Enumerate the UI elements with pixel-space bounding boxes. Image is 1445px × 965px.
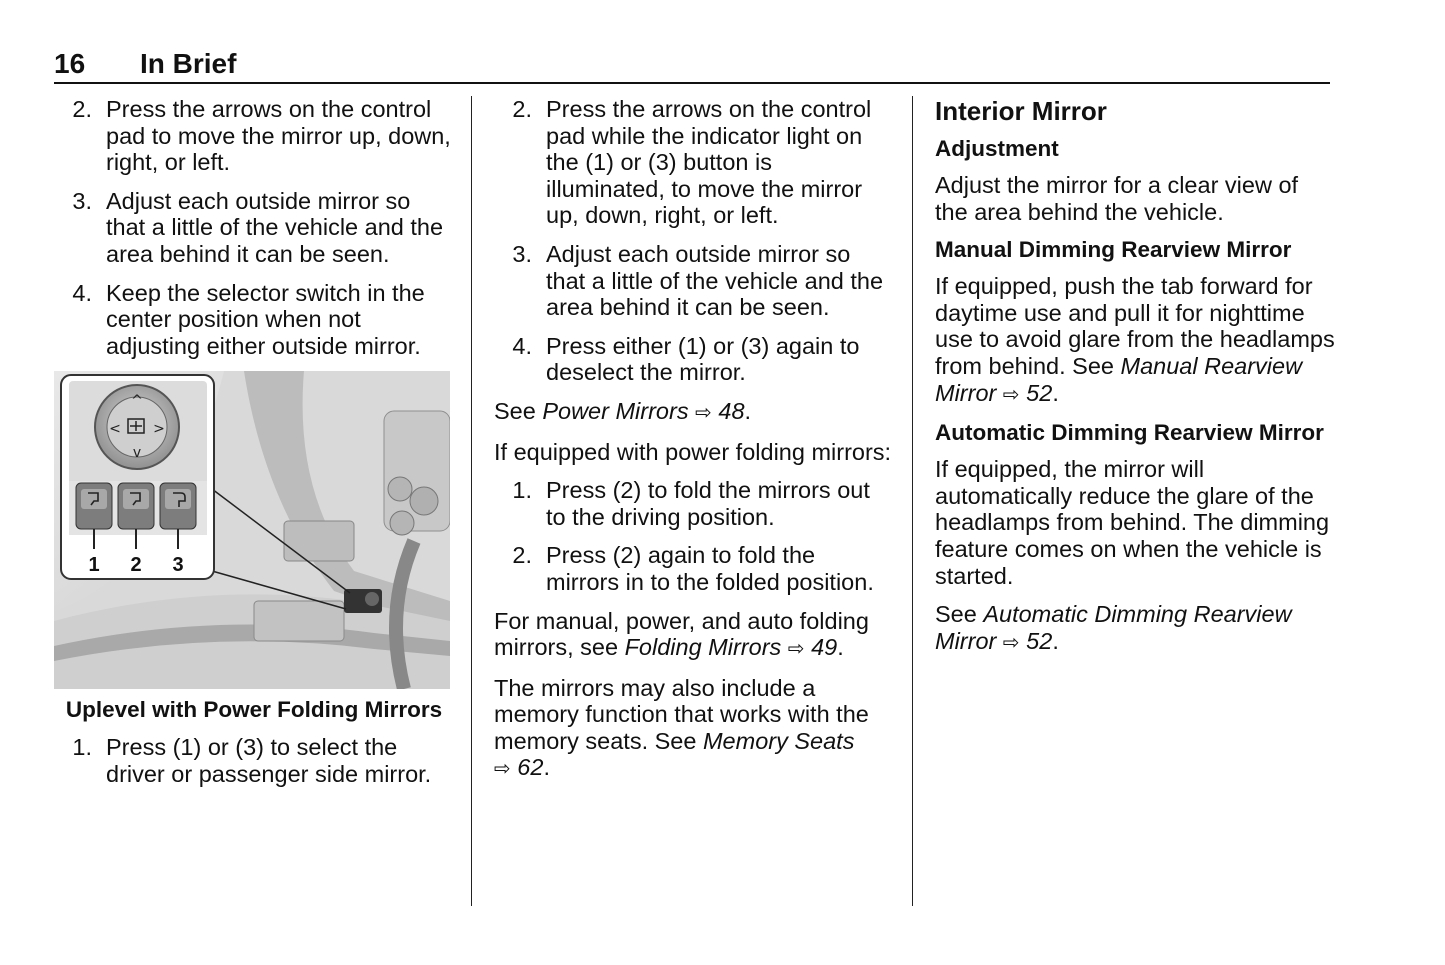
page-number: 16 — [54, 48, 86, 79]
manual-dimming-heading: Manual Dimming Rearview Mirror — [935, 237, 1292, 263]
mirror-control-illustration — [54, 371, 450, 689]
memory-paragraph: The mirrors may also include a memory function that works with the memory seats. See Memory Seats ⇨ 62. — [494, 674, 869, 781]
page-ref-arrow-icon: ⇨ — [1002, 631, 1020, 654]
list-item: 4. Press either (1) or (3) again to deselect the mirror. — [512, 332, 860, 386]
list-item: 3. Adjust each outside mirror so that a little of the vehicle and the area behind it can be seen. — [512, 240, 884, 321]
callout-label-3: 3 — [172, 554, 184, 577]
see-power-mirrors: See Power Mirrors ⇨ 48. — [494, 397, 752, 424]
figure-caption: Uplevel with Power Folding Mirrors — [65, 697, 443, 723]
auto-dimming-text: If equipped, the mirror will automatically reduce the glare of the headlamps from behind. The dimming feature comes on when the vehicle is started. — [935, 456, 1330, 589]
folding-mirrors-link[interactable]: Folding Mirrors — [624, 634, 782, 661]
auto-dimming-mirror-link[interactable]: Automatic Dimming Rearview Mirror — [935, 601, 1292, 654]
auto-dimming-see: See Automatic Dimming Rearview Mirror ⇨ 52. — [935, 601, 1292, 654]
svg-text:>: > — [153, 421, 165, 438]
svg-text:<: < — [109, 421, 121, 438]
column-divider-1 — [471, 96, 472, 906]
column-divider-2 — [912, 96, 913, 906]
list-item: 1. Press (1) or (3) to select the driver or passenger side mirror. — [72, 734, 432, 787]
column-2 — [494, 96, 894, 795]
auto-dimming-heading: Automatic Dimming Rearview Mirror — [935, 420, 1324, 446]
list-item: 2. Press (2) again to fold the mirrors in to the folded position. — [512, 542, 874, 595]
page-ref-arrow-icon: ⇨ — [787, 638, 805, 661]
interior-mirror-heading: Interior Mirror — [935, 96, 1107, 126]
section-title: In Brief — [140, 48, 237, 79]
folding-mirrors-paragraph: For manual, power, and auto folding mirrors, see Folding Mirrors ⇨ 49. — [494, 607, 869, 661]
list-item: 1. Press (2) to fold the mirrors out to the driving position. — [512, 477, 870, 530]
power-mirrors-link[interactable]: Power Mirrors — [542, 397, 689, 424]
page-ref-arrow-icon: ⇨ — [1002, 383, 1020, 406]
folding-intro: If equipped with power folding mirrors: — [494, 438, 892, 465]
adjustment-heading: Adjustment — [935, 136, 1059, 161]
adjustment-text: Adjust the mirror for a clear view of the area behind the vehicle. — [935, 172, 1299, 225]
callout-label-1: 1 — [88, 554, 100, 577]
page-header — [54, 46, 1330, 84]
page-ref-arrow-icon: ⇨ — [494, 758, 511, 781]
list-item: 3. Adjust each outside mirror so that a little of the vehicle and the area behind it can be seen. — [72, 187, 444, 267]
column-3 — [935, 96, 1335, 668]
manual-rearview-mirror-link[interactable]: Manual Rearview Mirror — [935, 352, 1303, 406]
callout-label-2: 2 — [130, 554, 142, 577]
svg-text:v: v — [132, 445, 142, 462]
list-item: 4. Keep the selector switch in the center position when not adjusting either outside mirror. — [72, 279, 425, 359]
page-ref-arrow-icon: ⇨ — [695, 401, 712, 424]
svg-text:^: ^ — [131, 393, 143, 410]
list-item: 2. Press the arrows on the control pad while the indicator light on the (1) or (3) button is illuminated, to move the mirror up, down, right, or left. — [512, 96, 872, 229]
list-item: 2. Press the arrows on the control pad to move the mirror up, down, right, or left. — [72, 96, 451, 176]
memory-seats-link[interactable]: Memory Seats — [702, 727, 855, 754]
column-1 — [54, 96, 454, 800]
manual-dimming-text: If equipped, push the tab forward for daytime use and pull it for nighttime use to avoid glare from the headlamps from behind. See Manual Rearview Mirror ⇨ 52. — [935, 273, 1335, 406]
